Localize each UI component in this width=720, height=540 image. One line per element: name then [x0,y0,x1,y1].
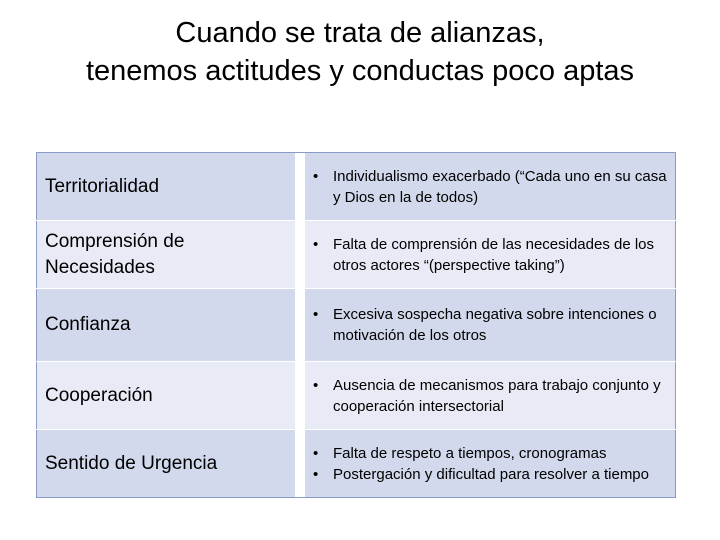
row-label: Territorialidad [37,153,296,221]
bullet-item: • Ausencia de mecanismos para trabajo conjunto y cooperación intersectorial [305,375,675,417]
bullet-item: • Individualismo exacerbado (“Cada uno en su casa y Dios en la de todos) [305,166,675,208]
row-description [305,153,676,221]
bullet-item: • Postergación y dificultad para resolver a tiempo [305,464,675,485]
title-line-2: tenemos actitudes y conductas poco aptas [85,55,635,87]
row-label: Confianza [37,289,296,362]
row-description [305,289,676,362]
attitudes-table [36,152,676,498]
bullet-item: • Excesiva sospecha negativa sobre intenciones o motivación de los otros [305,304,675,346]
row-description [305,362,676,430]
table-row [37,153,676,221]
table-row [37,221,676,289]
row-description [305,221,676,289]
row-label: Comprensión de Necesidades [37,221,296,289]
row-label: Sentido de Urgencia [37,430,296,498]
row-label: Cooperación [37,362,296,430]
title-line-1: Cuando se trata de alianzas, [175,17,545,49]
slide-title [0,14,720,90]
table-row [37,362,676,430]
bullet-item: • Falta de comprensión de las necesidades de los otros actores “(perspective taking”) [305,234,675,276]
row-description [305,430,676,498]
table-row [37,430,676,498]
bullet-item: • Falta de respeto a tiempos, cronogramas [305,443,675,464]
table-row [37,289,676,362]
